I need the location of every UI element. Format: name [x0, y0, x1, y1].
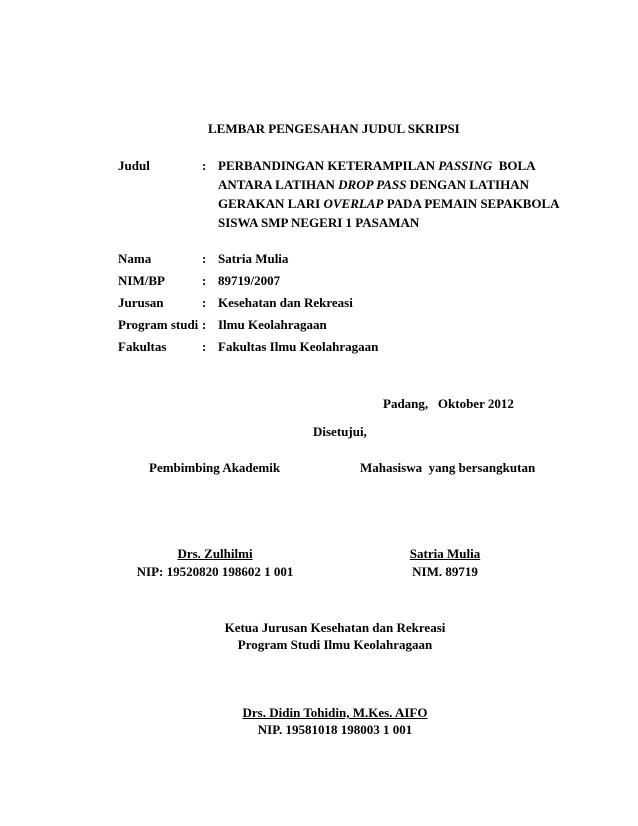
field-value-nim: 89719/2007 — [218, 273, 281, 288]
judul-line-3: GERAKAN LARI OVERLAP PADA PEMAIN SEPAKBOLA — [218, 196, 560, 211]
field-label-jurusan: Jurusan — [118, 295, 164, 310]
field-colon: : — [202, 273, 207, 288]
advisor-name: Drs. Zulhilmi — [177, 546, 253, 561]
judul-line-4: SISWA SMP NEGERI 1 PASAMAN — [218, 215, 420, 230]
judul-colon: : — [202, 158, 207, 173]
field-label-program-studi: Program studi — [118, 317, 199, 332]
field-label-nama: Nama — [118, 251, 152, 266]
advisor-role: Pembimbing Akademik — [149, 460, 281, 475]
judul-label: Judul — [118, 158, 150, 173]
field-colon: : — [202, 317, 207, 332]
head-name: Drs. Didin Tohidin, M.Kes. AIFO — [242, 705, 428, 720]
student-role: Mahasiswa yang bersangkutan — [360, 460, 536, 475]
field-value-nama: Satria Mulia — [218, 251, 289, 266]
document-title: LEMBAR PENGESAHAN JUDUL SKRIPSI — [208, 121, 460, 136]
student-nim: NIM. 89719 — [412, 564, 478, 579]
field-value-jurusan: Kesehatan dan Rekreasi — [218, 295, 353, 310]
student-name: Satria Mulia — [409, 546, 481, 561]
place-date: Padang, Oktober 2012 — [383, 396, 514, 411]
advisor-nip: NIP: 19520820 198602 1 001 — [136, 564, 294, 579]
head-role-line1: Ketua Jurusan Kesehatan dan Rekreasi — [224, 620, 446, 635]
field-colon: : — [202, 339, 207, 354]
approved-label: Disetujui, — [313, 424, 367, 439]
head-role-line2: Program Studi Ilmu Keolahragaan — [237, 637, 433, 652]
field-colon: : — [202, 251, 207, 266]
judul-line-1: PERBANDINGAN KETERAMPILAN PASSING BOLA — [218, 158, 536, 173]
field-value-program-studi: Ilmu Keolahragaan — [218, 317, 327, 332]
judul-line-2: ANTARA LATIHAN DROP PASS DENGAN LATIHAN — [218, 177, 529, 192]
field-label-nim: NIM/BP — [118, 273, 165, 288]
field-label-fakultas: Fakultas — [118, 339, 167, 354]
field-value-fakultas: Fakultas Ilmu Keolahragaan — [218, 339, 379, 354]
head-nip: NIP. 19581018 198003 1 001 — [257, 722, 413, 737]
field-colon: : — [202, 295, 207, 310]
